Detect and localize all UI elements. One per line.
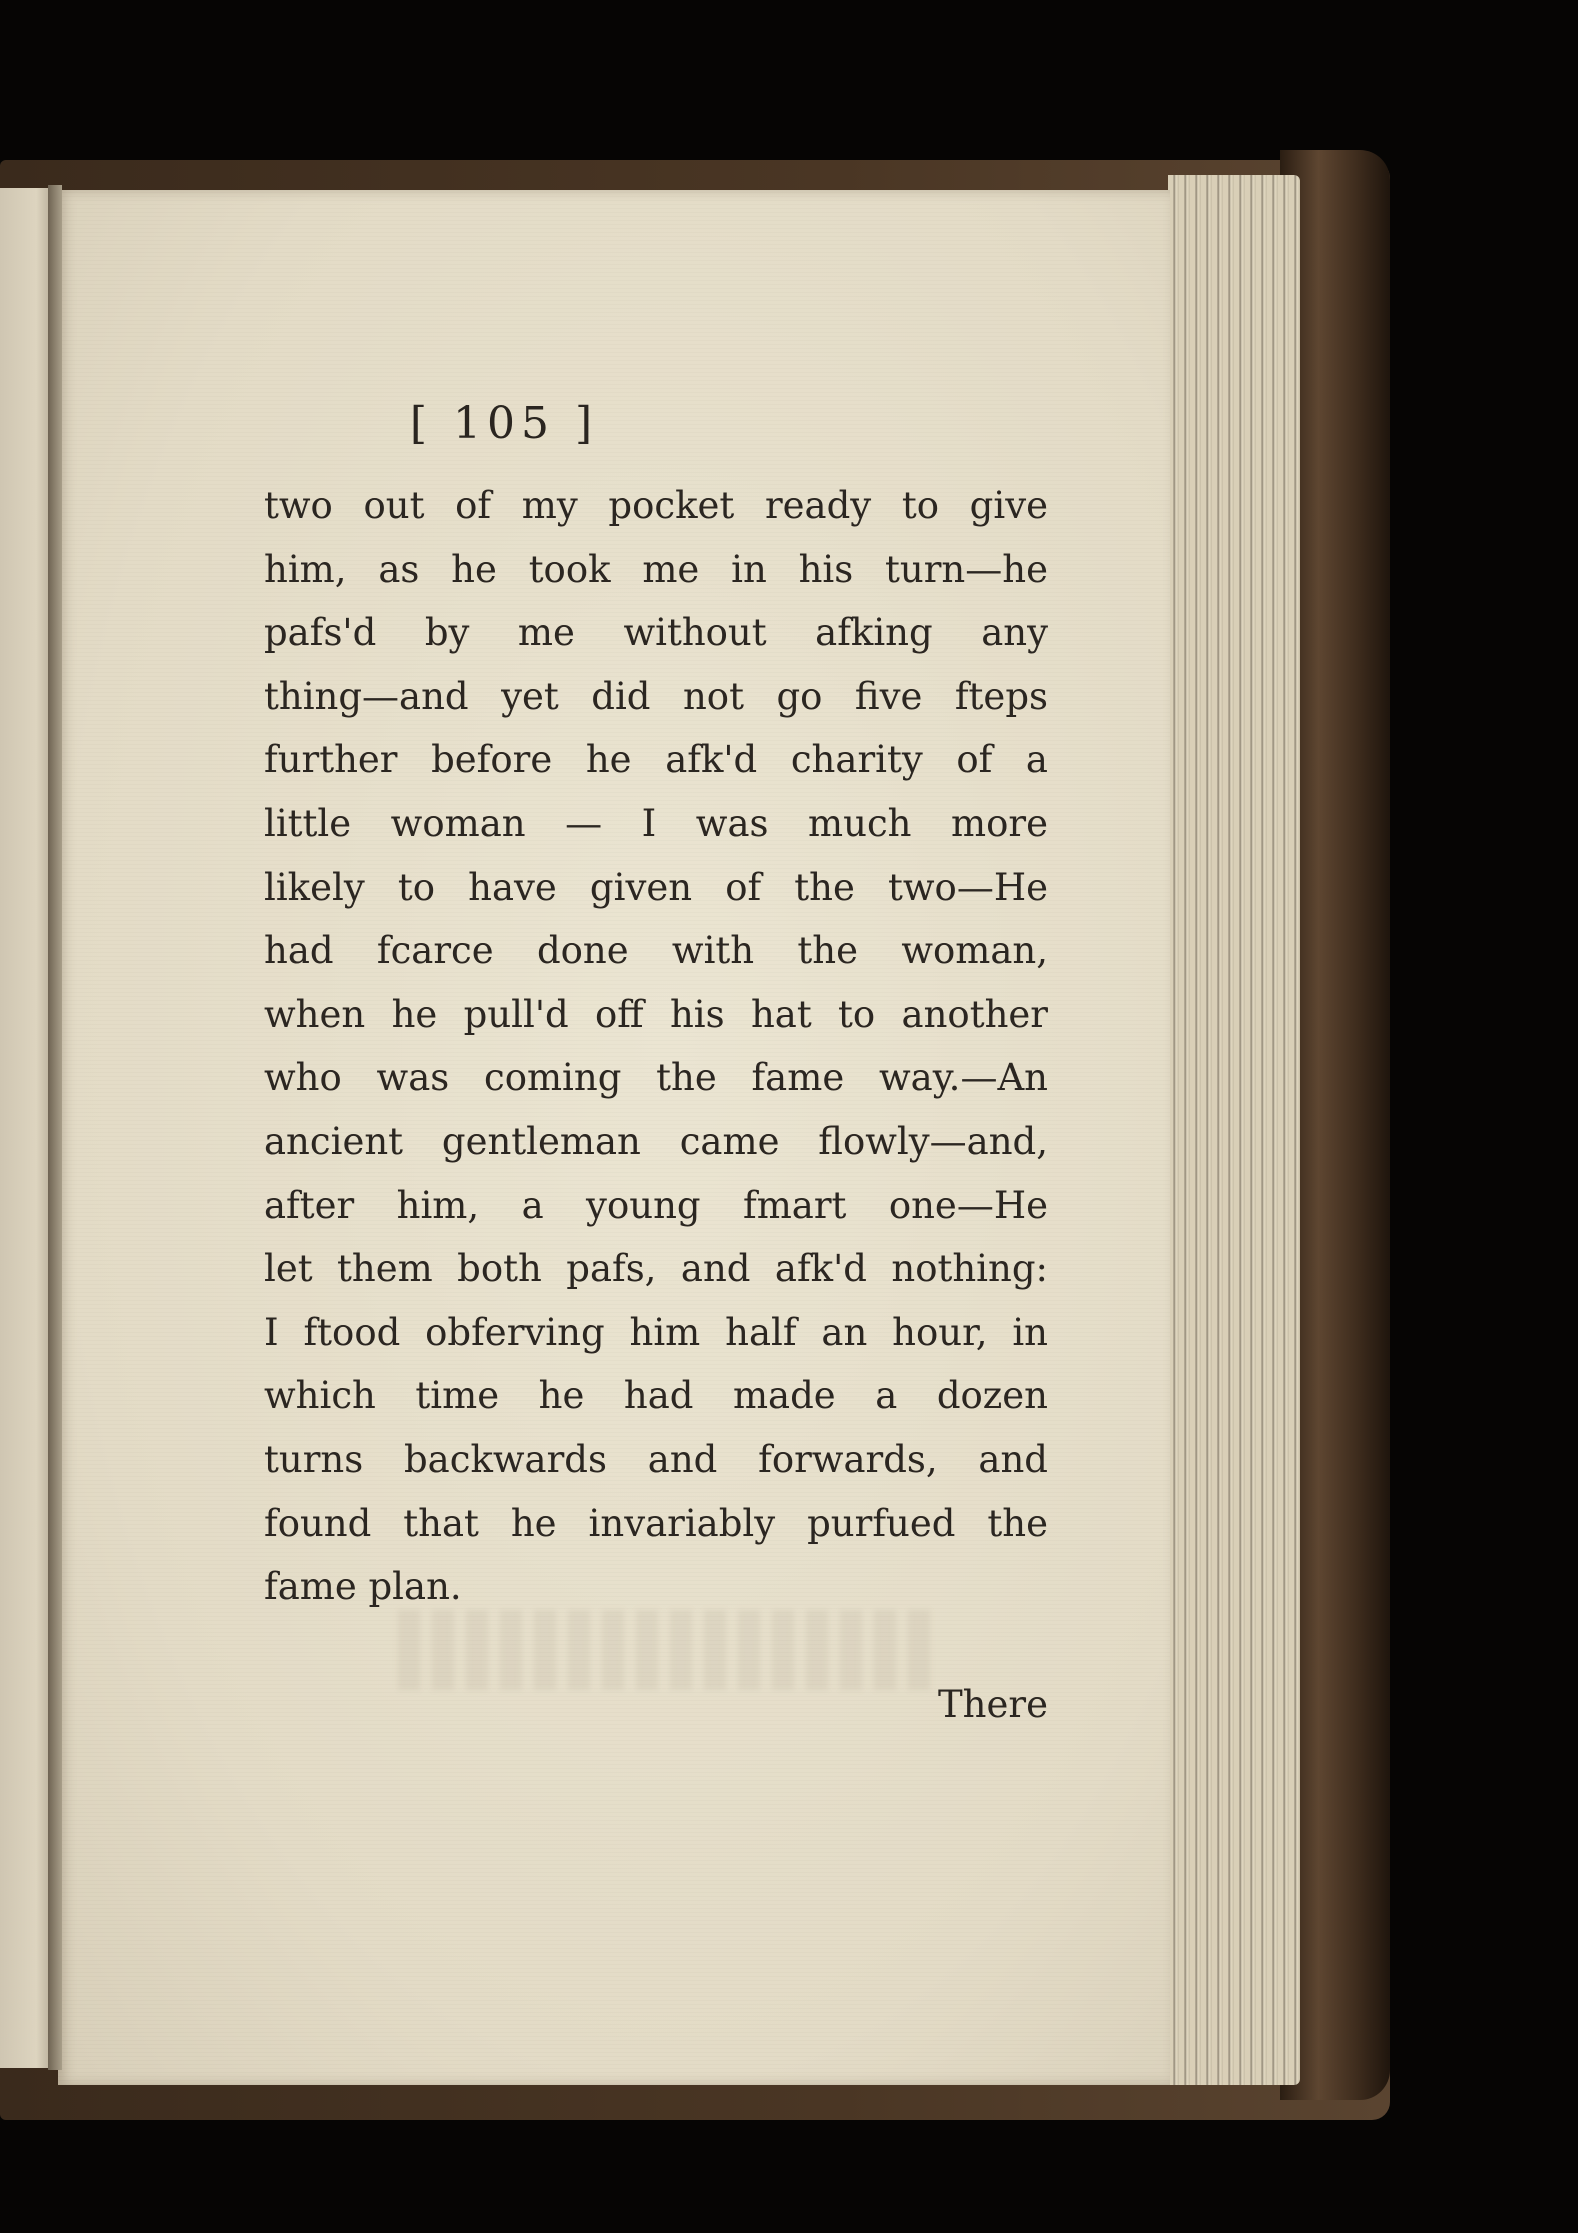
book-page	[58, 190, 1170, 2085]
text-line-4: thing—and yet did not go five fteps	[264, 674, 1048, 718]
text-line-6: little woman — I was much more	[264, 801, 1048, 845]
text-line-10: who was coming the fame way.—An	[264, 1056, 1048, 1100]
catchword: There	[938, 1683, 1048, 1726]
text-line-8: had fcarce done with the woman,	[264, 929, 1048, 973]
text-line-9: when he pull'd off his hat to another	[264, 992, 1048, 1036]
text-line-13: let them both pafs, and afk'd nothing:	[264, 1247, 1048, 1291]
text-line-18: fame plan.	[264, 1565, 462, 1609]
text-line-17: found that he invariably purfued the	[264, 1501, 1048, 1545]
body-text	[264, 474, 1048, 1619]
page-edges	[1168, 175, 1300, 2085]
ink-show-through	[398, 1610, 938, 1690]
text-line-16: turns backwards and forwards, and	[264, 1437, 1048, 1481]
text-line-14: I ftood obferving him half an hour, in	[264, 1310, 1048, 1354]
text-line-2: him, as he took me in his turn—he	[264, 547, 1048, 591]
text-line-1: two out of my pocket ready to give	[264, 484, 1048, 527]
page-number-header: [ 105 ]	[409, 398, 599, 449]
text-line-3: pafs'd by me without afking any	[264, 611, 1048, 655]
text-line-12: after him, a young fmart one—He	[264, 1183, 1048, 1227]
text-line-11: ancient gentleman came flowly—and,	[264, 1119, 1048, 1163]
facing-page-sliver	[0, 188, 52, 2068]
text-line-5: further before he afk'd charity of a	[264, 738, 1048, 782]
text-line-15: which time he had made a dozen	[264, 1374, 1048, 1418]
page-gutter	[48, 185, 62, 2070]
text-line-7: likely to have given of the two—He	[264, 865, 1048, 909]
